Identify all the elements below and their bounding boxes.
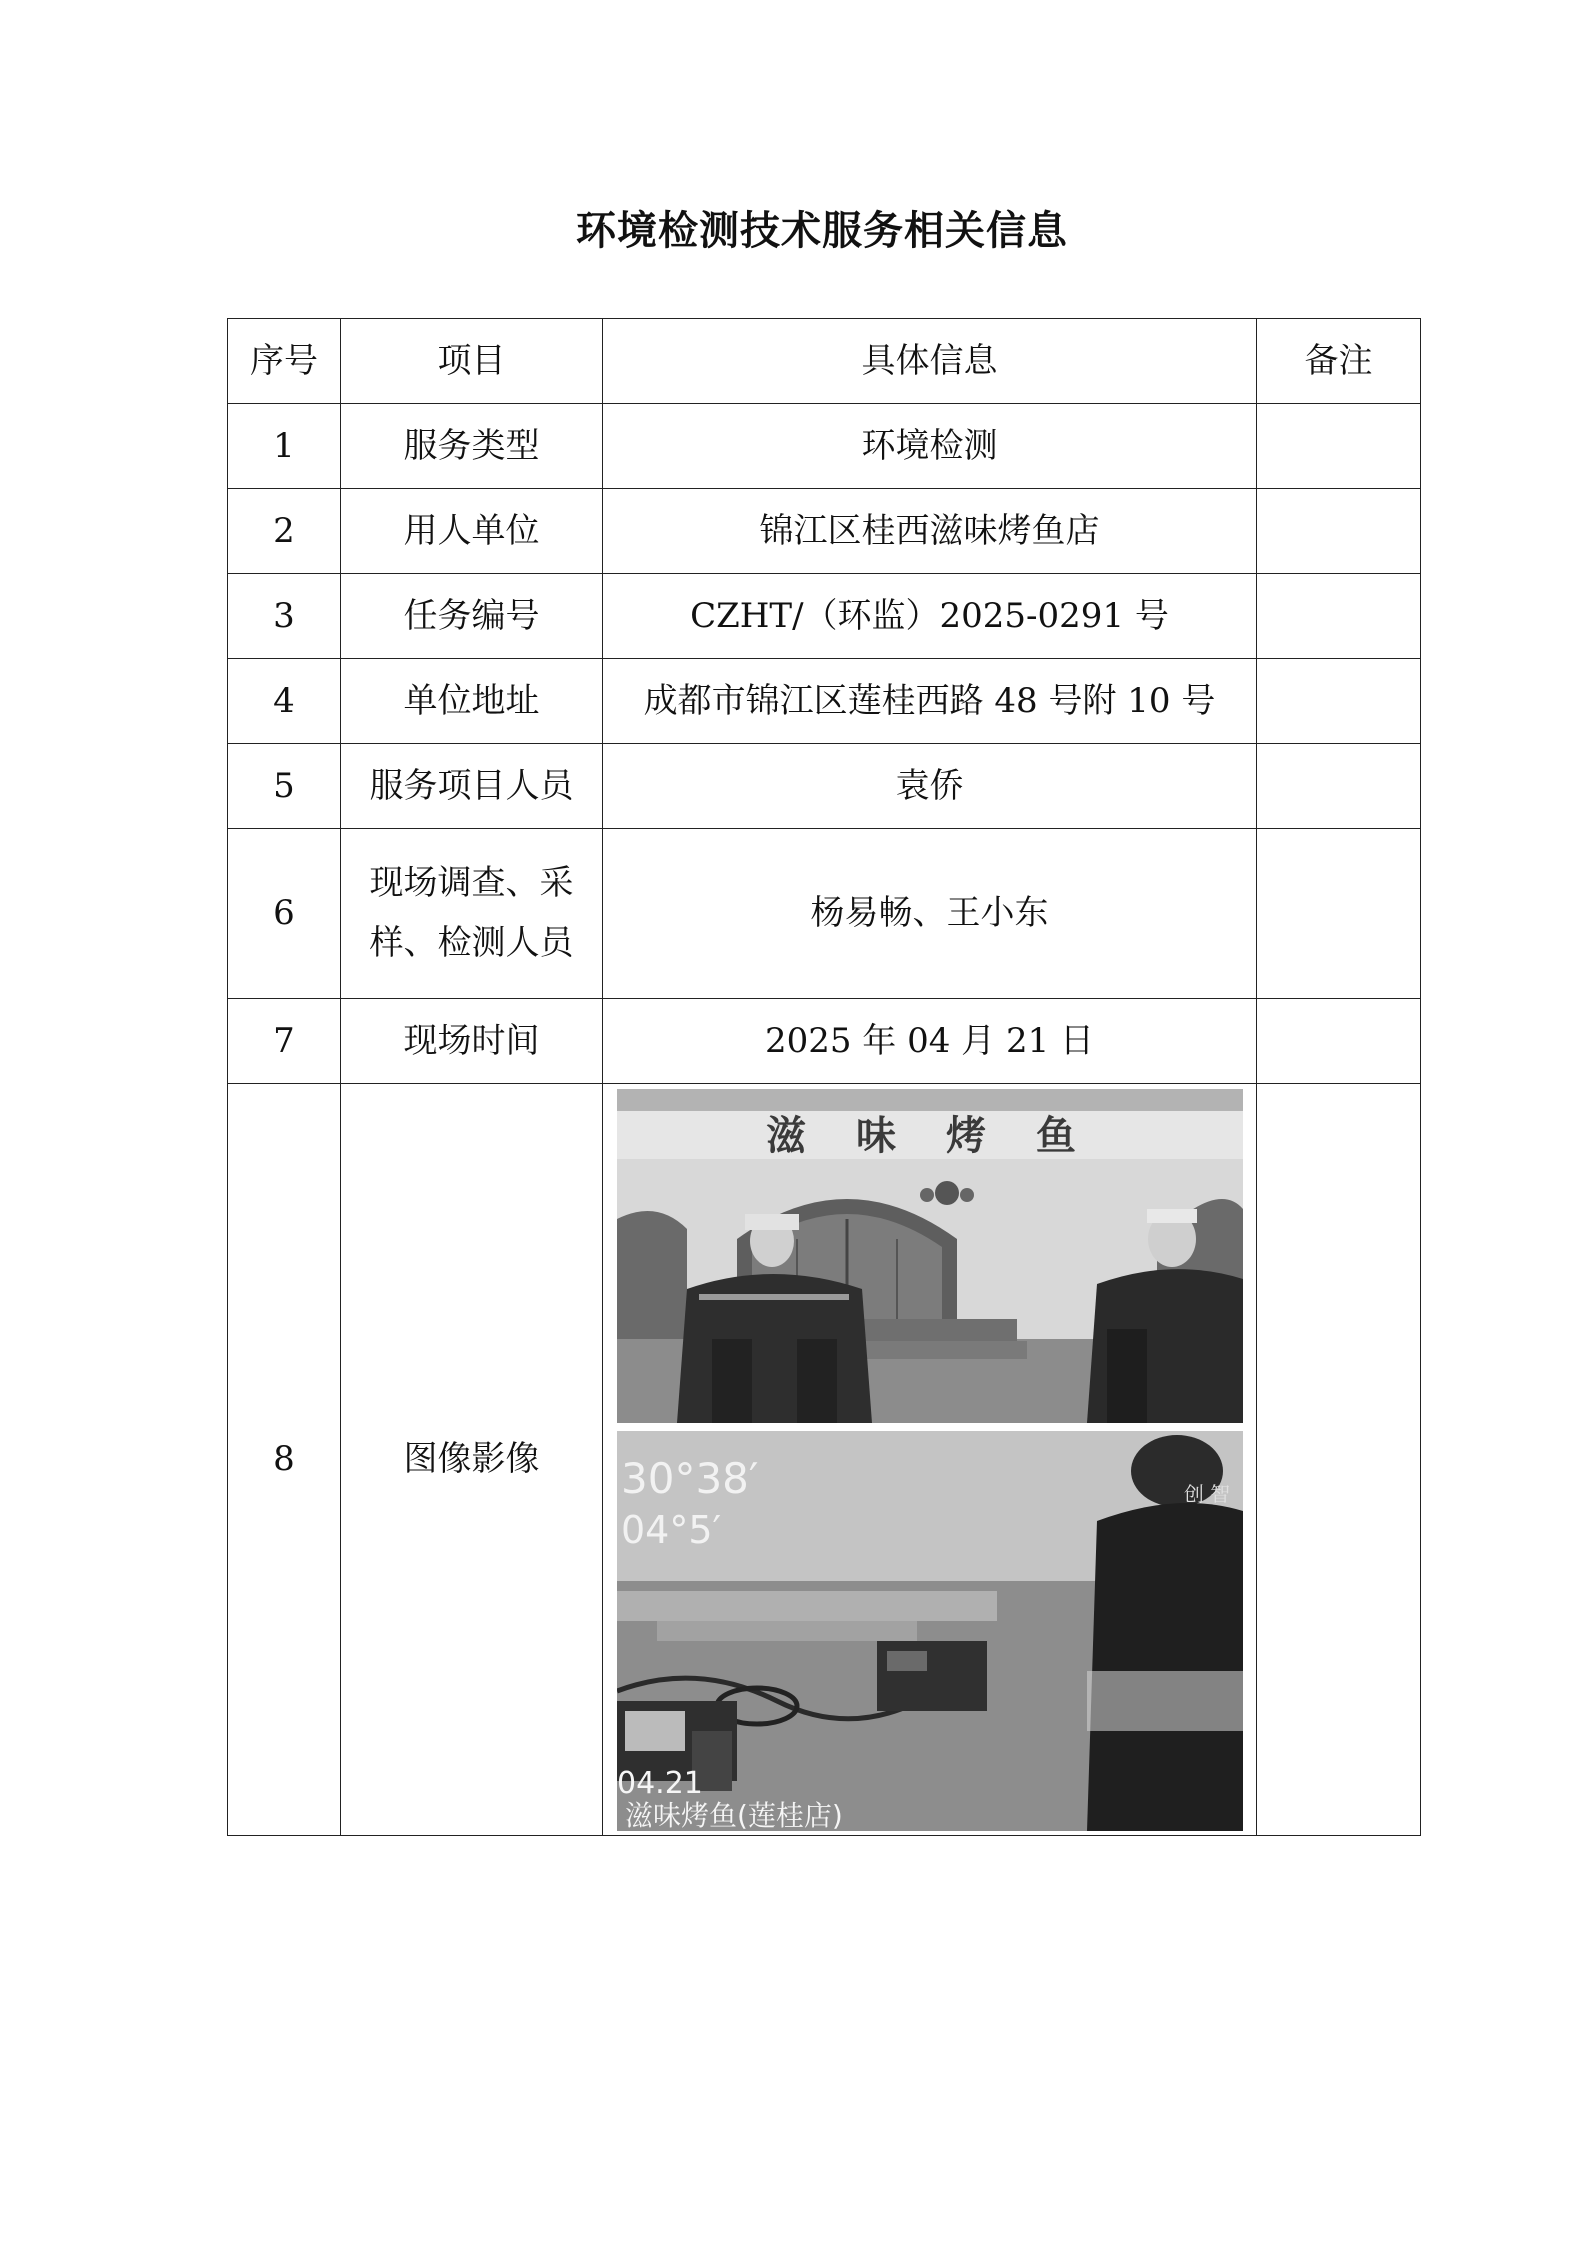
row-detail: 2025 年 04 月 21 日 xyxy=(603,999,1257,1084)
row-detail: CZHT/（环监）2025-0291 号 xyxy=(603,574,1257,659)
watermark-longitude: 04°5′ xyxy=(620,1507,721,1552)
row-detail: 袁侨 xyxy=(603,744,1257,829)
storefront-photo xyxy=(617,1089,1243,1423)
page-title: 环境检测技术服务相关信息 xyxy=(576,207,1068,254)
table-row xyxy=(228,1084,1421,1836)
watermark-date: 04.21 xyxy=(616,1765,703,1801)
row-detail: 锦江区桂西滋味烤鱼店 xyxy=(603,489,1257,574)
table-row xyxy=(228,574,1421,659)
row-item: 任务编号 xyxy=(341,574,603,659)
row-note xyxy=(1257,829,1421,999)
row-item: 用人单位 xyxy=(341,489,603,574)
row-item: 现场调查、采样、检测人员 xyxy=(341,829,603,999)
row-no: 4 xyxy=(228,659,341,744)
header-detail: 具体信息 xyxy=(603,319,1257,404)
row-note xyxy=(1257,744,1421,829)
sampling-photo-graphic xyxy=(617,1431,1243,1831)
sampling-photo xyxy=(617,1431,1243,1831)
photo-stack xyxy=(617,1089,1243,1831)
row-detail: 环境检测 xyxy=(603,404,1257,489)
row-note xyxy=(1257,574,1421,659)
header-no: 序号 xyxy=(228,319,341,404)
row-no: 5 xyxy=(228,744,341,829)
header-item: 项目 xyxy=(341,319,603,404)
row-note xyxy=(1257,999,1421,1084)
sign-text: 滋 味 烤 鱼 xyxy=(765,1112,1094,1159)
row-item: 图像影像 xyxy=(341,1084,603,1836)
row-no: 1 xyxy=(228,404,341,489)
row-item: 现场时间 xyxy=(341,999,603,1084)
row-item: 单位地址 xyxy=(341,659,603,744)
table-row xyxy=(228,404,1421,489)
row-note xyxy=(1257,1084,1421,1836)
row-detail: 成都市锦江区莲桂西路 48 号附 10 号 xyxy=(603,659,1257,744)
table-row xyxy=(228,999,1421,1084)
row-note xyxy=(1257,659,1421,744)
row-detail: 杨易畅、王小东 xyxy=(603,829,1257,999)
row-no: 3 xyxy=(228,574,341,659)
row-item: 服务项目人员 xyxy=(341,744,603,829)
table-row xyxy=(228,744,1421,829)
watermark-latitude: 30°38′ xyxy=(620,1453,758,1503)
table-row xyxy=(228,489,1421,574)
row-no: 6 xyxy=(228,829,341,999)
header-note: 备注 xyxy=(1257,319,1421,404)
photo-cell xyxy=(603,1084,1257,1836)
storefront-photo-graphic xyxy=(617,1089,1243,1423)
table-row xyxy=(228,659,1421,744)
row-item: 服务类型 xyxy=(341,404,603,489)
row-note xyxy=(1257,489,1421,574)
table-row xyxy=(228,829,1421,999)
row-note xyxy=(1257,404,1421,489)
row-no: 8 xyxy=(228,1084,341,1836)
table-header-row xyxy=(228,319,1421,404)
row-no: 7 xyxy=(228,999,341,1084)
shirt-text: 创 智 xyxy=(1183,1481,1230,1506)
info-table xyxy=(227,318,1421,1836)
row-no: 2 xyxy=(228,489,341,574)
watermark-place: 滋味烤鱼(莲桂店) xyxy=(624,1798,843,1831)
